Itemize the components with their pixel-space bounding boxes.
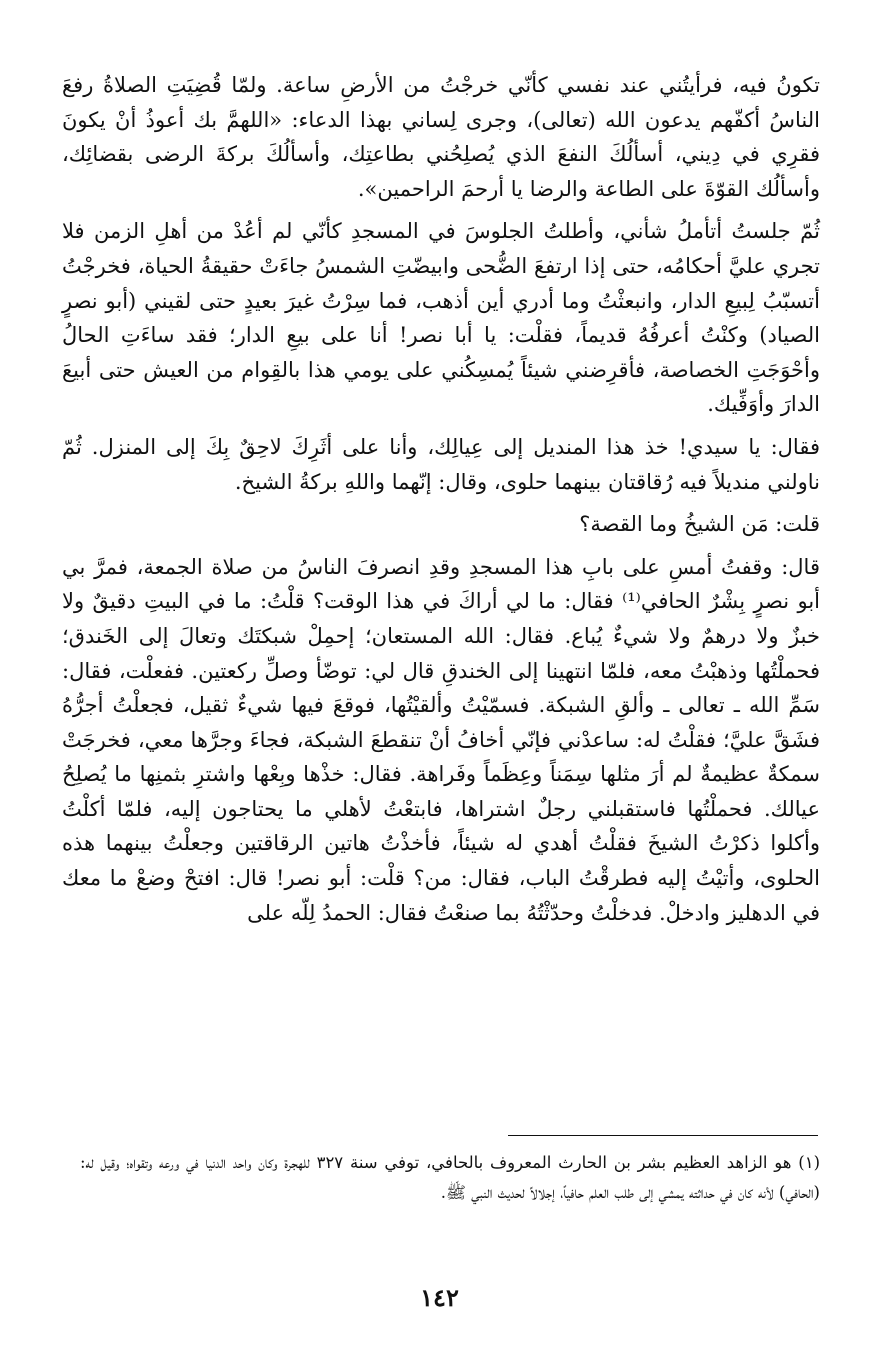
paragraph-4: قلت: مَن الشيخُ وما القصة؟ — [579, 512, 820, 537]
paragraph-3: فقال: يا سيدي! خذ هذا المنديل إلى عِيالِك، وأنا على أثَرِكَ لاحِقٌ بِكَ إلى المنزل. ثُمّ ناولني منديلاً فيه رُقاقتان بينهما حلوى، وقال: إنّهما واللهِ بركةُ الشيخ. — [62, 434, 820, 494]
page-number: ١٤٢ — [420, 1283, 459, 1312]
paragraph-5: قال: وقفتُ أمسِ على بابِ هذا المسجدِ وقدِ انصرفَ الناسُ من صلاة الجمعة، فمرَّ بي أبو نصرٍ بِشْرٌ الحافي⁽¹⁾ فقال: ما لي أراكَ في هذا الوقت؟ قلْتُ: ما في البيتِ دقيقٌ ولا خبزٌ ولا درهمٌ ولا شيءٌ يُباع. فقال: الله المستعان؛ إحمِلْ شبكتَك وتعالَ إلى الخَندق؛ فحملْتُها وذهبْتُ معه، فلمّا انتهينا إلى الخندقِ قال لي: توضّأ وصلِّ ركعتين. ففعلْت، فقال: سَمِّ الله ـ تعالى ـ وألقِ الشبكة. فسمّيْتُ وألقيْتُها، فوقعَ فيها شيءٌ ثقيل، فجعلْتُ أجرُّهُ فشَقَّ عليَّ؛ فقلْتُ له: ساعدْني فإنّي أخافُ أنْ تنقطعَ الشبكة، فجاءَ وجرَّها معي، فخرجَتْ سمكةٌ عظيمةٌ لم أرَ مثلها سِمَناً وعِظَماً وفَراهة. فقال: خذْها وبِعْها واشترِ بثمنِها ما يُصلِحُ عيالك. فحملْتُها فاستقبلني رجلٌ اشتراها، فابتعْتُ لأهلي ما يحتاجون إليه، فلمّا أكلْتُ وأكلوا ذكرْتُ الشيخَ فقلْتُ أهدي له شيئاً، فأخذْتُ هاتين الرقاقتين وجعلْتُ بينهما هذه الحلوى، وأتيْتُ إليه فطرقْتُ الباب، فقال: من؟ قلْت: أبو نصر! قال: افتحْ وضعْ ما معك في الدهليز وادخلْ. فدخلْتُ وحدّثْتُهُ بما صنعْتُ فقال: الحمدُ لِلّه على — [62, 554, 821, 925]
paragraph-2: ثُمّ جلستُ أتأملُ شأني، وأطلتُ الجلوسَ في المسجدِ كأنّي لم أعُدْ من أهلِ الزمن فلا تجري عليَّ أحكامُه، حتى إذا ارتفعَ الضُّحى وابيضّتِ الشمسُ جاءَتْ حقيقةُ الحياة، فخرجْتُ أتسبّبُ لِبيعِ الدار، وانبعثْتُ وما أدري أين أذهب، فما سِرْتُ غيرَ بعيدٍ حتى لقيني (أبو نصرٍ الصياد) وكنْتُ أعرفُهُ قديماً، فقلْت: يا أبا نصر! أنا على بيعِ الدار؛ فقد ساءَتِ الحالُ وأحْوَجَتِ الخصاصة، فأقرِضني شيئاً يُمسِكُني على يومي هذا بالقِوام من العيش حتى أبيعَ الدارَ وأوَفِّيك. — [62, 219, 820, 417]
footnote-divider — [508, 1135, 818, 1136]
footnote: (١) هو الزاهد العظيم بشر بن الحارث المعروف بالحافي، توفي سنة ٣٢٧ للهجرة وكان واحد الدنيا في ورعه وتقواه؛ وقيل له: (الحافي) لأنه كان في حداثته يمشي إلى طلب العلم حافياً، إجلالاً لحديث النبي ﷺ. — [80, 1153, 820, 1202]
main-text — [62, 68, 820, 938]
paragraph-1: تكونُ فيه، فرأيتُني عند نفسي كأنّي خرجْتُ من الأرضِ ساعة. ولمّا قُضِيَتِ الصلاةُ رفعَ الناسُ أكفّهم يدعون الله (تعالى)، وجرى لِساني بهذا الدعاء: «اللهمَّ بك أعوذُ أنْ يكونَ فقرِي في دِيني، أسألُكَ النفعَ الذي يُصلِحُني بطاعتِك، وأسألُكَ بركةَ الرضى بقضائِك، وأسألُك القوّةَ على الطاعة والرضا يا أرحمَ الراحمين». — [62, 73, 820, 201]
